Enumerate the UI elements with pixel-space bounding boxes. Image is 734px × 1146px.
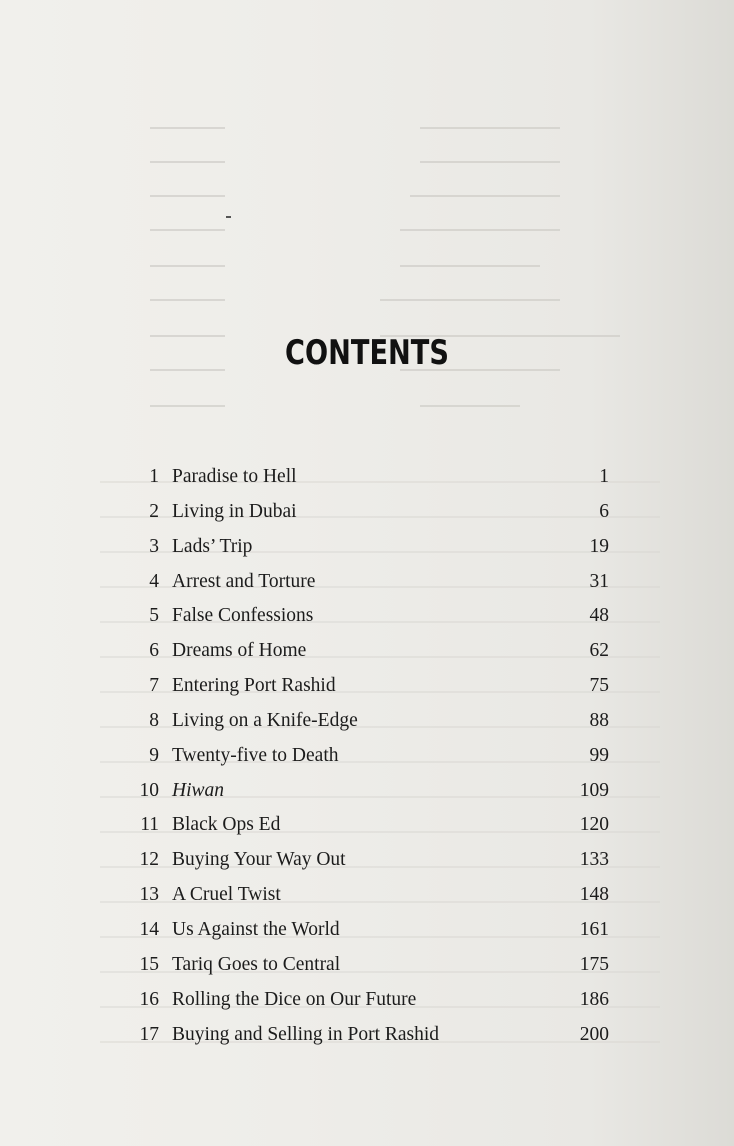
- chapter-number: 2: [149, 500, 159, 522]
- chapter-number: 9: [149, 744, 159, 766]
- chapter-title: Rolling the Dice on Our Future: [172, 988, 417, 1010]
- toc-entry: [0, 913, 734, 948]
- toc-entry: [0, 599, 734, 634]
- chapter-title: Living on a Knife-Edge: [172, 709, 358, 731]
- chapter-number: 17: [139, 1023, 159, 1045]
- chapter-title: Hiwan: [172, 779, 225, 801]
- chapter-number: 4: [149, 570, 159, 592]
- chapter-title: Buying Your Way Out: [172, 849, 346, 871]
- chapter-number: 15: [139, 953, 159, 975]
- toc-entry: [0, 808, 734, 843]
- toc-entry: [0, 878, 734, 913]
- page-number: 1: [599, 466, 609, 487]
- chapter-number: 16: [139, 988, 159, 1010]
- chapter-title: Lads’ Trip: [172, 535, 253, 557]
- chapter-number: 7: [149, 675, 159, 697]
- toc-entry: [0, 495, 734, 530]
- chapter-number: 8: [149, 709, 159, 731]
- chapter-number: 3: [149, 535, 159, 557]
- page-number: 109: [579, 779, 609, 801]
- page-number: 148: [579, 884, 609, 906]
- page-number: 19: [589, 535, 609, 557]
- toc-entry: [0, 983, 734, 1018]
- chapter-number: 5: [149, 605, 159, 627]
- chapter-title: Tariq Goes to Central: [172, 953, 341, 975]
- page-number: 6: [599, 500, 609, 522]
- toc-entry: [0, 739, 734, 774]
- toc-entry: [0, 843, 734, 878]
- toc-entry: [0, 1018, 734, 1053]
- chapter-number: 14: [139, 918, 159, 940]
- page-number: 48: [589, 605, 609, 627]
- chapter-title: Paradise to Hell: [172, 466, 297, 487]
- toc-entry: [0, 530, 734, 565]
- chapter-title: A Cruel Twist: [172, 884, 281, 906]
- toc-entry: [0, 948, 734, 983]
- page-number: 161: [579, 918, 609, 940]
- chapter-number: 13: [139, 884, 159, 906]
- chapter-title: Arrest and Torture: [172, 570, 316, 592]
- page-title: CONTENTS: [285, 333, 449, 373]
- toc-entry: [0, 669, 734, 704]
- toc-entry: [0, 704, 734, 739]
- page-number: 200: [579, 1023, 609, 1045]
- page-number: 75: [589, 675, 609, 697]
- chapter-number: 11: [140, 814, 159, 836]
- chapter-title: Dreams of Home: [172, 640, 307, 662]
- toc-entry: [0, 774, 734, 809]
- page-number: 62: [589, 640, 609, 662]
- page-number: 186: [579, 988, 609, 1010]
- table-of-contents: [0, 460, 734, 1052]
- chapter-number: 12: [139, 849, 159, 871]
- chapter-number: 10: [139, 779, 159, 801]
- chapter-number: 1: [149, 466, 159, 487]
- chapter-title: Entering Port Rashid: [172, 675, 336, 697]
- page-number: 99: [589, 744, 609, 766]
- page-number: 88: [589, 709, 609, 731]
- page-number: 175: [579, 953, 609, 975]
- chapter-title: Black Ops Ed: [172, 814, 281, 836]
- page-number: 133: [579, 849, 609, 871]
- chapter-title: Twenty-five to Death: [172, 744, 339, 766]
- page-number: 120: [579, 814, 609, 836]
- chapter-title: Buying and Selling in Port Rashid: [172, 1023, 440, 1045]
- toc-entry: [0, 460, 734, 495]
- chapter-number: 6: [149, 640, 159, 662]
- toc-entry: [0, 565, 734, 600]
- chapter-title: Us Against the World: [172, 918, 340, 940]
- toc-entry: [0, 634, 734, 669]
- chapter-title: Living in Dubai: [172, 500, 297, 522]
- chapter-title: False Confessions: [172, 605, 314, 627]
- page-number: 31: [589, 570, 609, 592]
